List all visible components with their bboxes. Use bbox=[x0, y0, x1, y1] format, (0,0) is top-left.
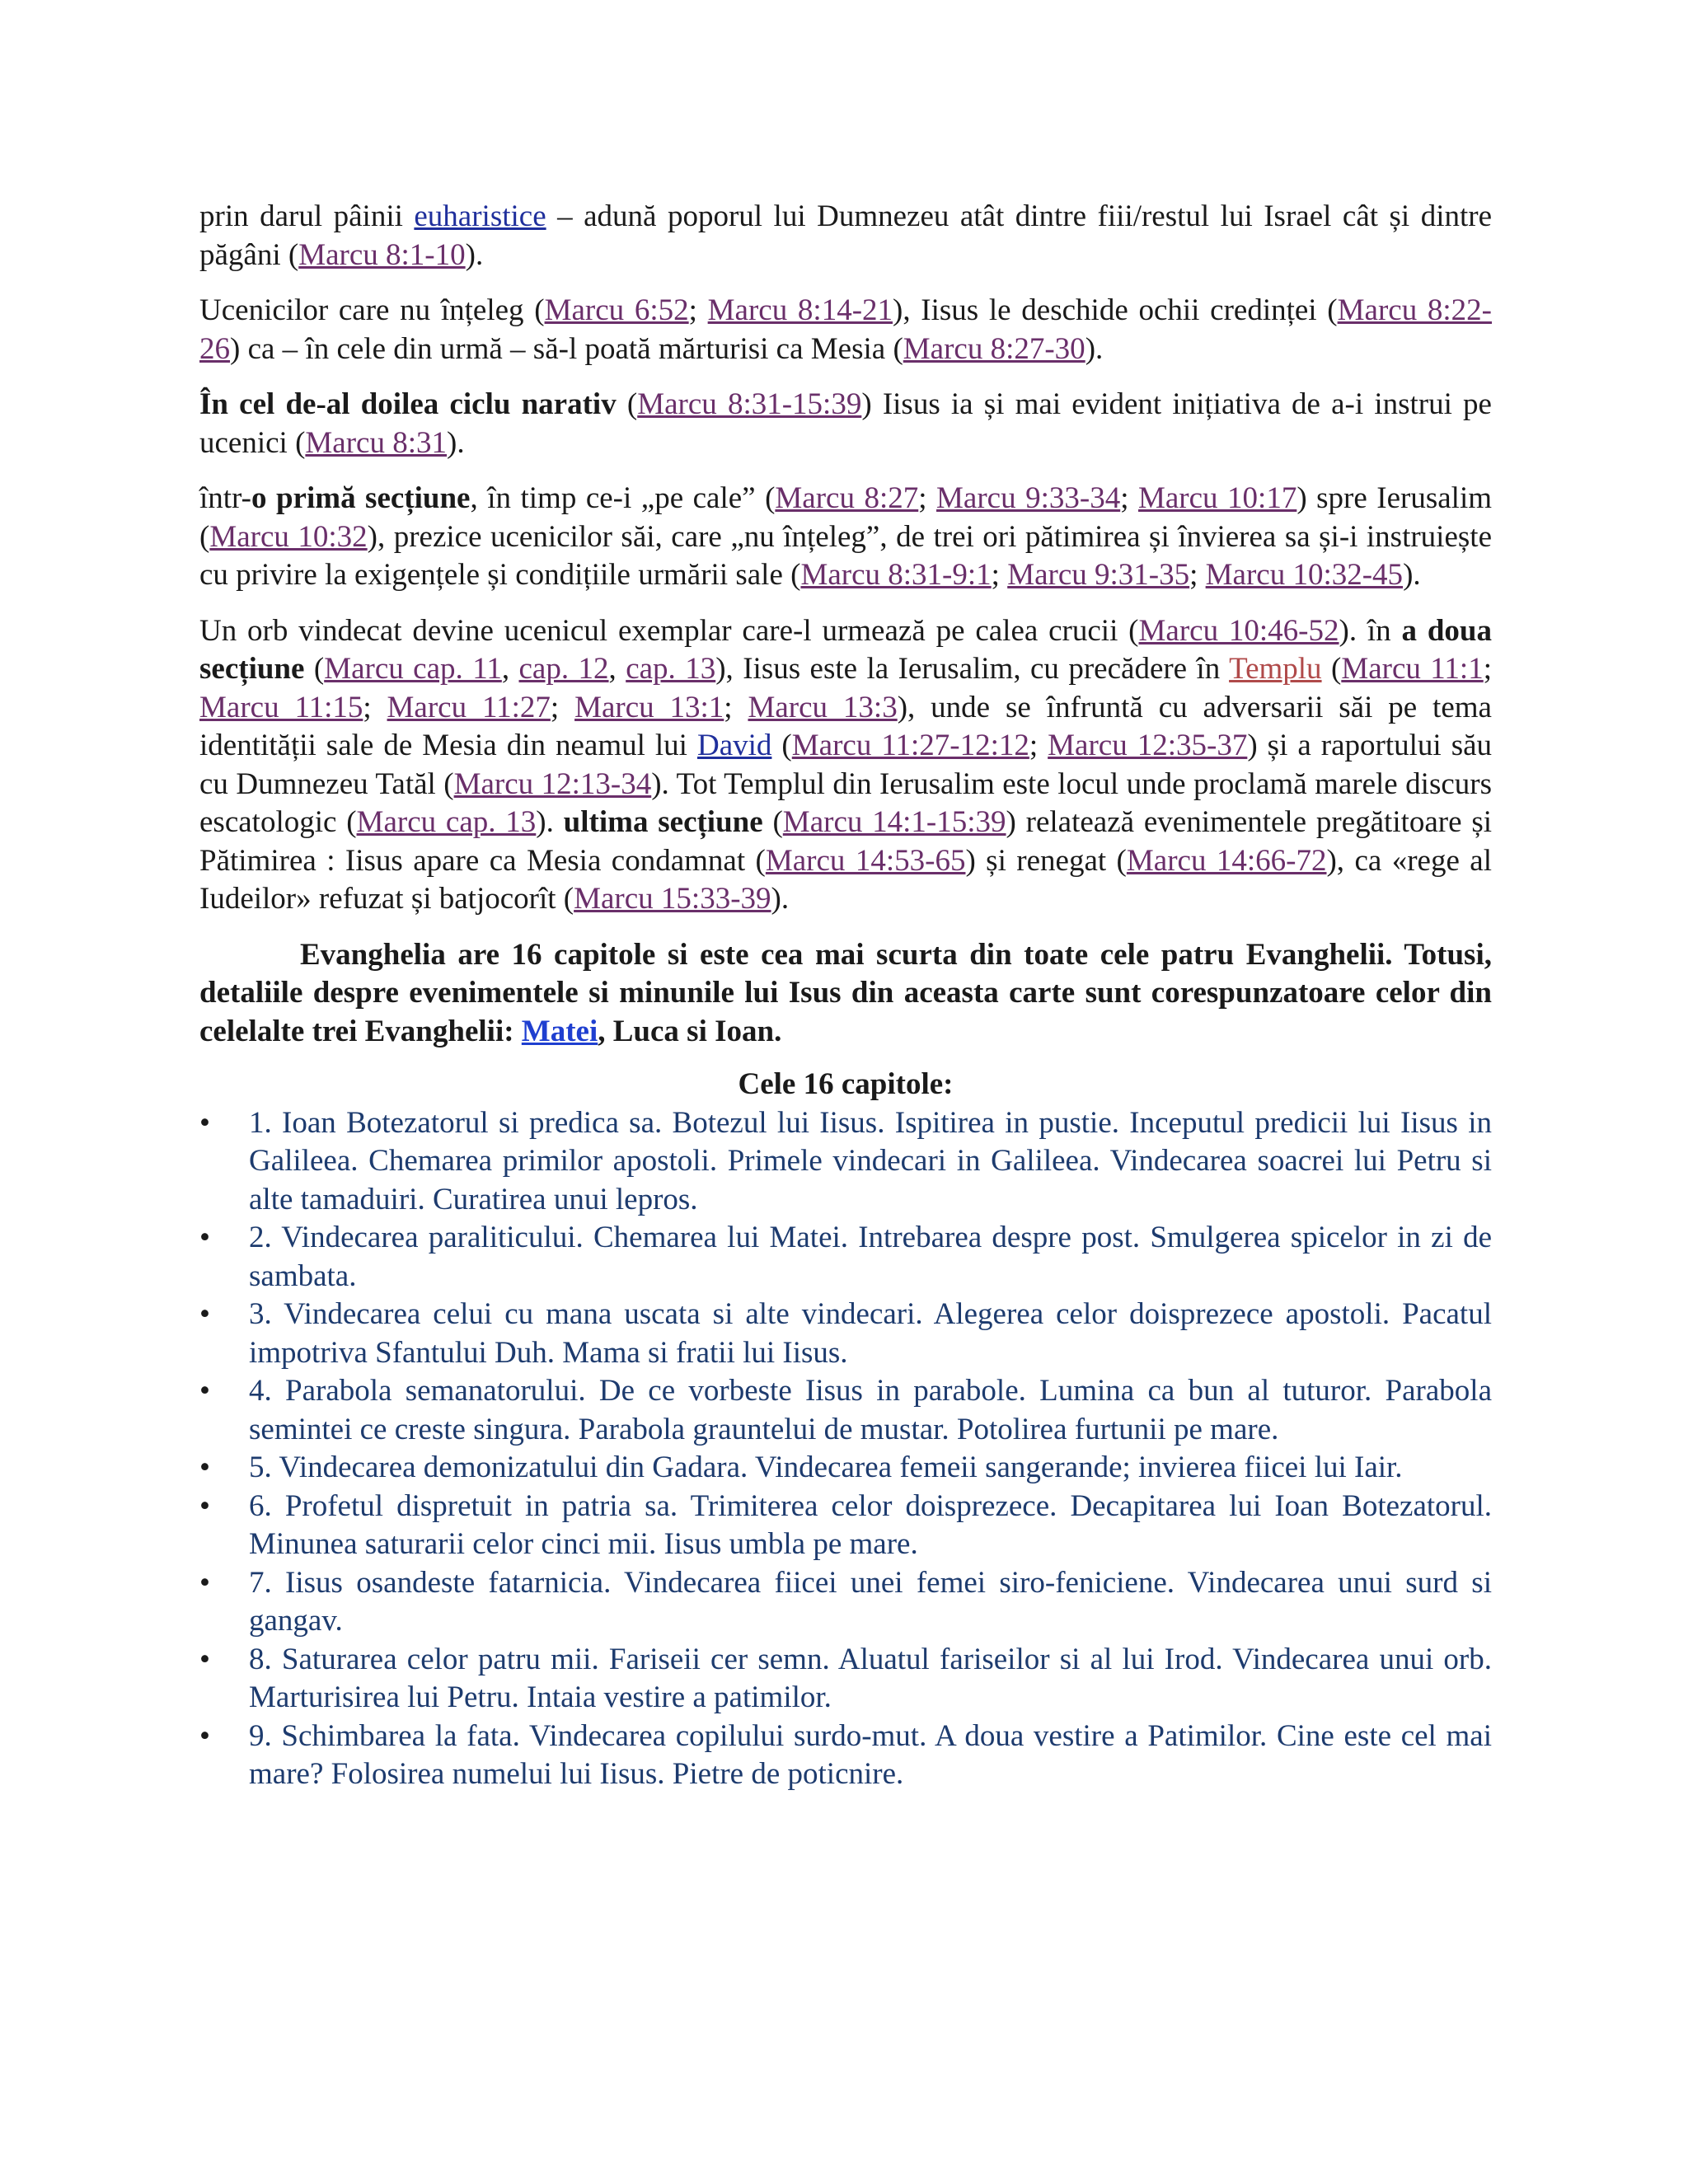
link-ref[interactable]: Marcu cap. 11 bbox=[324, 652, 502, 686]
link-euharistice[interactable]: euharistice bbox=[414, 199, 546, 233]
link-ref[interactable]: Marcu 14:66-72 bbox=[1126, 843, 1327, 878]
chapter-text: 8. Saturarea celor patru mii. Fariseii cer semn. Aluatul fariseilor si al lui Irod. Vindecarea unui orb. Marturisirea lui Petru. Intaia vestire a patimilor. bbox=[249, 1642, 1492, 1714]
link-ref[interactable]: Marcu 10:32-45 bbox=[1205, 558, 1404, 592]
chapter-text: 1. Ioan Botezatorul si predica sa. Botezul lui Iisus. Ispitirea in pustie. Inceputul predicii lui Iisus in Galileea. Chemarea primilor apostoli. Primele vindecari in Galileea. Vindecarea soacrei lui Petru si alte tamaduiri. Curatirea unui lepros. bbox=[249, 1105, 1492, 1216]
document-page bbox=[199, 198, 1492, 1794]
chapters-title: Cele 16 capitole: bbox=[738, 1067, 954, 1101]
link-ref[interactable]: Marcu 8:27 bbox=[775, 481, 919, 515]
paragraph-eucharist: prin darul pâinii euharistice – adună poporul lui Dumnezeu atât dintre fiii/restul lui Israel cât și dintre păgâni (Marcu 8:1-10). bbox=[199, 199, 1492, 272]
link-templu[interactable]: Templu bbox=[1229, 652, 1322, 686]
chapter-text: 7. Iisus osandeste fatarnicia. Vindecarea fiicei unei femei siro-feniciene. Vindecarea unui surd si gangav. bbox=[249, 1565, 1492, 1638]
paragraph-later-sections: Un orb vindecat devine ucenicul exemplar care-l urmează pe calea crucii (Marcu 10:46-52). în a doua secțiune (Marcu cap. 11, cap. 12, cap. 13), Iisus este la Ierusalim, cu precădere în Templu (Marcu 11:1; Marcu 11:15; Marcu 11:27; Marcu 13:1; Marcu 13:3), unde se înfruntă cu adversarii săi pe tema identității sale de Mesia din neamul lui David (Marcu 11:27-12:12; Marcu 12:35-37) și a raportului său cu Dumnezeu Tatăl (Marcu 12:13-34). Tot Templul din Ierusalim este locul unde proclamă marele discurs escatologic (Marcu cap. 13). ultima secțiune (Marcu 14:1-15:39) relatează evenimentele pregătitoare și Pătimirea : Iisus apare ca Mesia condamnat (Marcu 14:53-65) și renegat (Marcu 14:66-72), ca «rege al Iudeilor» refuzat și batjocorît (Marcu 15:33-39). bbox=[199, 613, 1493, 916]
link-ref[interactable]: Marcu 10:17 bbox=[1137, 481, 1297, 515]
bullet-icon: • bbox=[199, 1105, 210, 1140]
link-ref[interactable]: Marcu 6:52 bbox=[544, 293, 689, 327]
link-ref[interactable]: Marcu 8:31-9:1 bbox=[800, 558, 992, 592]
link-ref[interactable]: Marcu 11:1 bbox=[1341, 652, 1484, 686]
chapter-text: 4. Parabola semanatorului. De ce vorbeste Iisus in parabole. Lumina ca bun al tuturor. Parabola semintei ce creste singura. Parabola grauntelui de mustar. Potolirea furtunii pe mare. bbox=[249, 1374, 1492, 1446]
link-ref[interactable]: Marcu 11:27-12:12 bbox=[791, 729, 1029, 762]
chapter-text: 6. Profetul dispretuit in patria sa. Trimiterea celor doisprezece. Decapitarea lui Ioan Botezatorul. Minunea saturarii celor cinci mii. Iisus umbla pe mare. bbox=[249, 1488, 1492, 1561]
bold-heading: o primă secțiune bbox=[251, 481, 471, 515]
link-david[interactable]: David bbox=[696, 729, 772, 762]
bullet-icon: • bbox=[199, 1565, 210, 1600]
bold-heading: În cel de-al doilea ciclu narativ bbox=[199, 387, 617, 421]
gospel-intro: Evanghelia are 16 capitole si este cea mai scurta din toate cele patru Evanghelii. Totusi, detaliile despre evenimentele si minunile lui Isus din aceasta carte sunt corespunzatoare celor din celelalte trei Evanghelii: Matei, Luca si Ioan. bbox=[199, 937, 1492, 1048]
chapter-text: 2. Vindecarea paraliticului. Chemarea lui Matei. Intrebarea despre post. Smulgerea spicelor in zi de sambata. bbox=[249, 1221, 1492, 1293]
link-ref[interactable]: Marcu 13:1 bbox=[574, 690, 724, 724]
paragraph-first-section: într-o primă secțiune, în timp ce-i „pe cale” (Marcu 8:27; Marcu 9:33-34; Marcu 10:17) spre Ierusalim (Marcu 10:32), prezice ucenicilor săi, care „nu înțeleg”, de trei ori pătimirea și învierea sa și-i instruiește cu privire la exigențele și condițiile urmării sale (Marcu 8:31-9:1; Marcu 9:31-35; Marcu 10:32-45). bbox=[199, 481, 1493, 592]
link-ref[interactable]: Marcu cap. 13 bbox=[356, 805, 537, 839]
chapter-item bbox=[199, 1449, 1492, 1488]
link-ref[interactable]: Marcu 8:27-30 bbox=[903, 331, 1085, 366]
chapter-item bbox=[199, 1564, 1492, 1641]
chapter-text: 3. Vindecarea celui cu mana uscata si alte vindecari. Alegerea celor doisprezece apostoli. Pacatul impotriva Sfantului Duh. Mama si fratii lui Iisus. bbox=[249, 1297, 1492, 1370]
link-ref[interactable]: Marcu 14:1-15:39 bbox=[782, 805, 1006, 839]
chapter-item bbox=[199, 1488, 1492, 1564]
link-ref[interactable]: Marcu 11:15 bbox=[199, 690, 363, 724]
link-ref[interactable]: Marcu 8:31 bbox=[305, 425, 448, 460]
link-ref[interactable]: Marcu 12:35-37 bbox=[1048, 729, 1248, 762]
chapter-text: 9. Schimbarea la fata. Vindecarea copilului surdo-mut. A doua vestire a Patimilor. Cine este cel mai mare? Folosirea numelui lui Iisus. Pietre de poticnire. bbox=[249, 1718, 1492, 1791]
chapter-item bbox=[199, 1104, 1492, 1220]
chapter-list bbox=[199, 1104, 1492, 1794]
bullet-icon: • bbox=[199, 1451, 210, 1484]
link-ref[interactable]: Marcu 8:14-21 bbox=[707, 293, 893, 327]
bold-heading: a doua secțiune bbox=[199, 613, 1492, 686]
link-ref[interactable]: Marcu 15:33-39 bbox=[574, 882, 771, 916]
chapter-item bbox=[199, 1718, 1492, 1794]
link-ref[interactable]: Marcu 9:31-35 bbox=[1007, 558, 1190, 592]
link-ref[interactable]: Marcu 8:22-26 bbox=[199, 293, 1492, 366]
link-ref[interactable]: Marcu 8:1-10 bbox=[298, 237, 466, 272]
chapter-item bbox=[199, 1372, 1492, 1449]
chapter-item bbox=[199, 1641, 1492, 1718]
bullet-icon: • bbox=[199, 1488, 210, 1523]
link-ref[interactable]: Marcu 10:46-52 bbox=[1138, 613, 1339, 648]
chapter-text: 5. Vindecarea demonizatului din Gadara. Vindecarea femeii sangerande; invierea fiicei lui Iair. bbox=[249, 1451, 1403, 1484]
bullet-icon: • bbox=[199, 1374, 210, 1408]
link-ref[interactable]: Marcu 8:31-15:39 bbox=[637, 387, 862, 421]
chapter-item bbox=[199, 1296, 1492, 1372]
link-ref[interactable]: Marcu 12:13-34 bbox=[453, 766, 652, 801]
paragraph-disciples: Ucenicilor care nu înțeleg (Marcu 6:52; Marcu 8:14-21), Iisus le deschide ochii credinței (Marcu 8:22-26) ca – în cele din urmă – să-l poată mărturisi ca Mesia (Marcu 8:27-30). bbox=[199, 293, 1492, 366]
paragraph-second-cycle: În cel de-al doilea ciclu narativ (Marcu 8:31-15:39) Iisus ia și mai evident inițiativa de a-i instrui pe ucenici (Marcu 8:31). bbox=[199, 387, 1492, 460]
link-ref[interactable]: cap. 12 bbox=[518, 652, 609, 686]
link-ref[interactable]: Marcu 14:53-65 bbox=[765, 843, 966, 878]
link-ref[interactable]: Marcu 10:32 bbox=[209, 519, 368, 554]
link-ref[interactable]: Marcu 11:27 bbox=[387, 690, 551, 724]
link-ref[interactable]: Marcu 9:33-34 bbox=[936, 481, 1121, 515]
bullet-icon: • bbox=[199, 1221, 210, 1254]
bold-heading: ultima secțiune bbox=[563, 805, 763, 839]
chapter-item bbox=[199, 1219, 1492, 1296]
bullet-icon: • bbox=[199, 1297, 210, 1331]
link-ref[interactable]: cap. 13 bbox=[626, 652, 716, 686]
bullet-icon: • bbox=[199, 1718, 210, 1753]
link-ref[interactable]: Marcu 13:3 bbox=[748, 690, 898, 724]
bullet-icon: • bbox=[199, 1642, 210, 1676]
link-matei[interactable]: Matei bbox=[521, 1014, 598, 1048]
